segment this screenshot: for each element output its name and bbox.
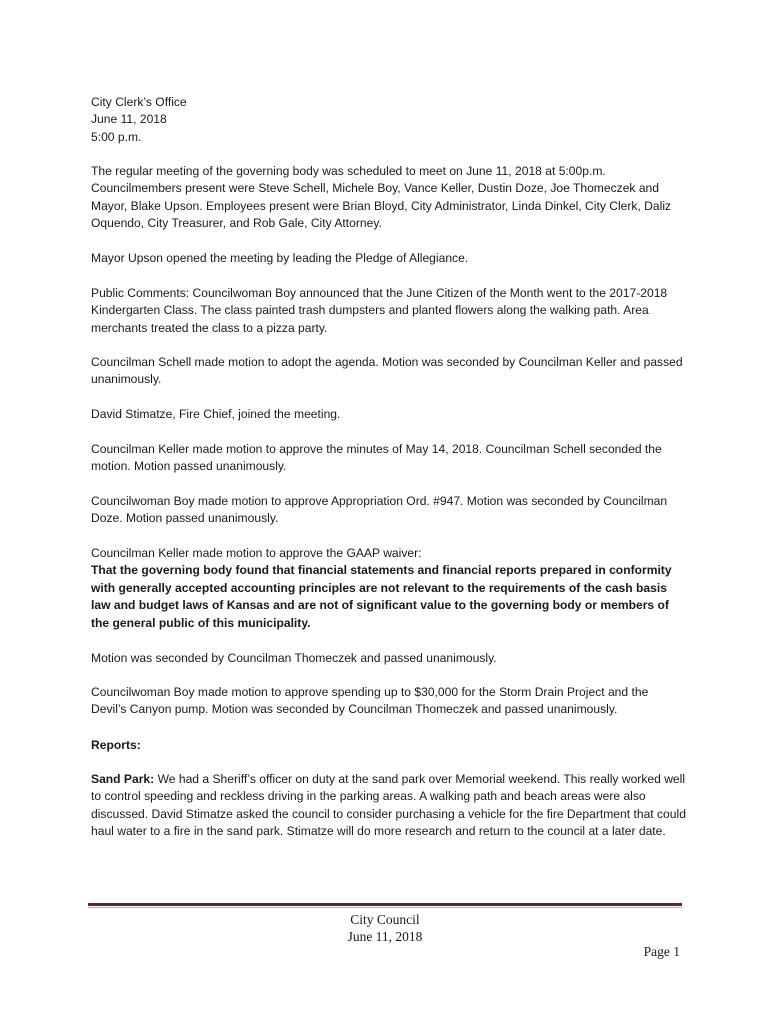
sand-park-text: We had a Sheriff’s officer on duty at the sand park over Memorial weekend. This really worked well to control speeding and reckless driving in the parking areas. A walking path and beach areas were also discussed. David Stimatze asked the council to consider purchasing a vehicle for the fire Department that could haul water to a fire in the sand park. Stimatze will do more research and return to the council at a later date. <box>91 772 686 839</box>
header-block <box>91 94 687 146</box>
gaap-second-paragraph: Motion was seconded by Councilman Thomeczek and passed unanimously. <box>91 651 497 665</box>
reports-heading: Reports: <box>91 738 141 752</box>
footer-rule-shadow <box>88 907 682 908</box>
gaap-intro: Councilman Keller made motion to approve the GAAP waiver: <box>91 546 422 560</box>
public-comments-paragraph: Public Comments: Councilwoman Boy announced that the June Citizen of the Month went to the 2017-2018 Kindergarten Class. The class painted trash dumpsters and planted flowers along the walking path. Area merchants treated the class to a pizza party. <box>91 286 668 335</box>
pledge-paragraph: Mayor Upson opened the meeting by leading the Pledge of Allegiance. <box>91 251 469 265</box>
fire-chief-paragraph: David Stimatze, Fire Chief, joined the meeting. <box>91 407 341 421</box>
footer-council: City Council <box>350 912 420 927</box>
meeting-time: 5:00 p.m. <box>91 129 142 144</box>
sand-park-paragraph <box>91 771 687 841</box>
meeting-date: June 11, 2018 <box>91 112 167 127</box>
gaap-block <box>91 545 687 632</box>
page-number: Page 1 <box>643 944 680 959</box>
gaap-statement: That the governing body found that financial statements and financial reports prepared in conformity with generally accepted accounting principles are not relevant to the requirements of the cash basis law and budget laws of Kansas and are not of significant value to the governing body or members of the general public of this municipality. <box>91 563 672 630</box>
minutes-motion-paragraph: Councilman Keller made motion to approve the minutes of May 14, 2018. Councilman Schell seconded the motion. Motion passed unanimously. <box>91 442 662 474</box>
attendance-paragraph: The regular meeting of the governing body was scheduled to meet on June 11, 2018 at 5:00p.m. Councilmembers present were Steve Schell, Michele Boy, Vance Keller, Dustin Doze, Joe Thomeczek and Mayor, Blake Upson. Employees present were Brian Bloyd, City Administrator, Linda Dinkel, City Clerk, Daliz Oquendo, City Treasurer, and Rob Gale, City Attorney. <box>91 164 672 231</box>
footer-rule <box>88 903 682 906</box>
storm-drain-paragraph: Councilwoman Boy made motion to approve spending up to $30,000 for the Storm Drain Project and the Devil’s Canyon pump. Motion was seconded by Councilman Thomeczek and passed unanimously. <box>91 685 649 717</box>
footer-date: June 11, 2018 <box>347 929 423 944</box>
appropriation-motion-paragraph: Councilwoman Boy made motion to approve Appropriation Ord. #947. Motion was seconded by Councilman Doze. Motion passed unanimously. <box>91 494 668 526</box>
sand-park-label: Sand Park: <box>91 772 155 786</box>
office-name: City Clerk’s Office <box>91 95 187 109</box>
agenda-motion-paragraph: Councilman Schell made motion to adopt the agenda. Motion was seconded by Councilman Keller and passed unanimously. <box>91 355 683 387</box>
